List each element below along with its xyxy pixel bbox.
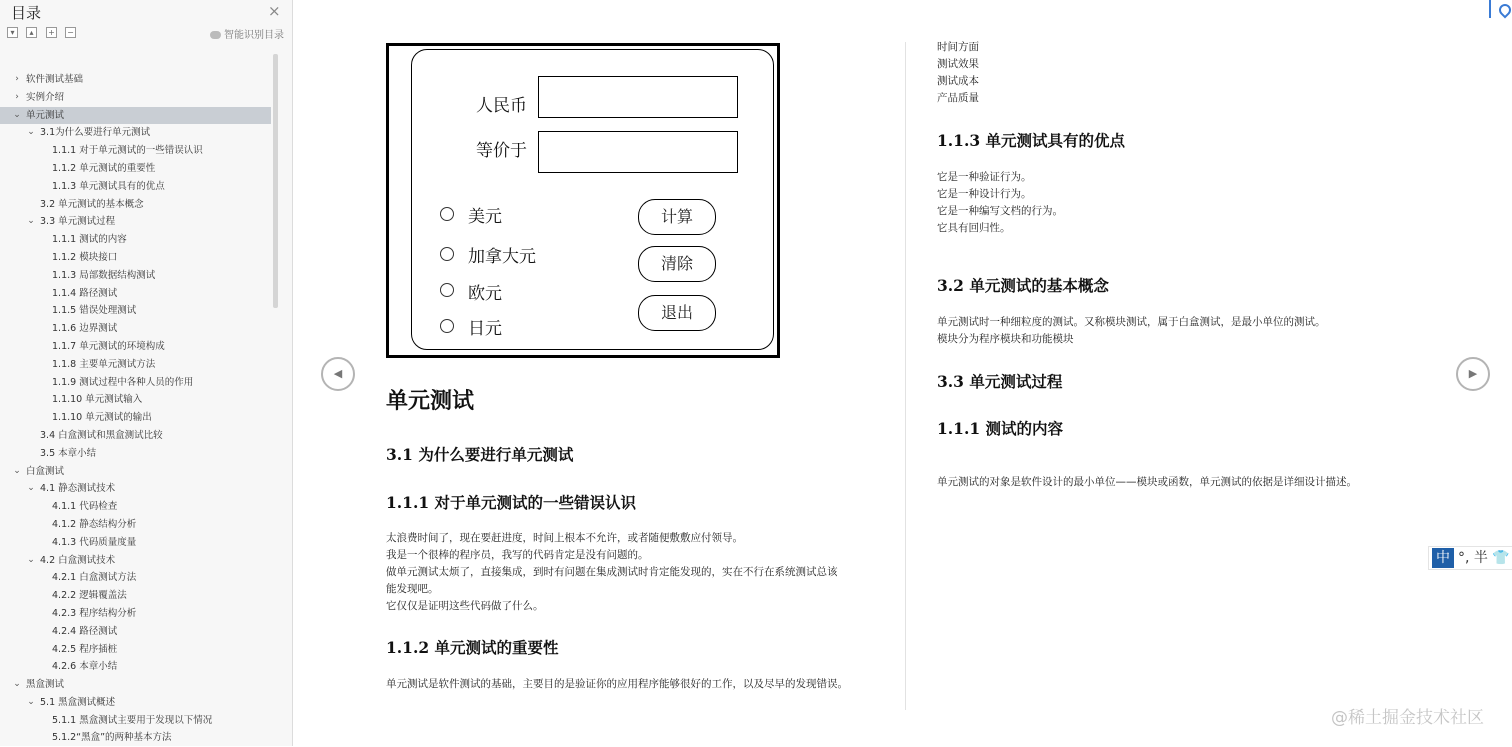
heading-unit-test: 单元测试 [386, 388, 475, 414]
toc-title: 目录 [11, 4, 42, 22]
chevron-down-icon[interactable]: ⌄ [27, 127, 35, 138]
toc-item-label: 4.1.2 静态结构分析 [52, 518, 137, 530]
text-line: 做单元测试太烦了，直接集成，到时有问题在集成测试时肯定能发现的，实在不行在系统测试总该 [386, 566, 838, 578]
toc-item[interactable] [0, 338, 271, 356]
toc-item[interactable] [0, 587, 271, 605]
toc-item[interactable] [0, 285, 271, 303]
list-item: 测试效果 [937, 58, 979, 70]
toc-item-label: 1.1.6 边界测试 [52, 323, 118, 335]
toc-item[interactable] [0, 124, 271, 142]
toc-item-label: 4.2.5 程序插桩 [52, 643, 118, 655]
prev-page-button[interactable]: ◀ [321, 357, 355, 391]
calc-button: 计算 [638, 199, 716, 235]
list-item: 测试成本 [937, 75, 979, 87]
toc-item[interactable] [0, 178, 271, 196]
rmb-label: 人民币 [476, 96, 527, 116]
heading-1-1-1b: 1.1.1 测试的内容 [937, 419, 1064, 438]
toc-item-label: 4.1.1 代码检查 [52, 501, 118, 513]
radio-cad-label: 加拿大元 [468, 247, 536, 267]
radio-jpy [440, 319, 454, 333]
toc-item-label: 3.5 本章小结 [40, 447, 97, 459]
toc-item-label: 1.1.3 局部数据结构测试 [52, 269, 156, 281]
remove-icon[interactable]: − [65, 27, 76, 38]
heading-1-1-3: 1.1.3 单元测试具有的优点 [937, 131, 1126, 150]
toc-item[interactable] [0, 320, 271, 338]
expand-all-icon[interactable]: ▴ [26, 27, 37, 38]
text-line: 模块分为程序模块和功能模块 [937, 333, 1074, 345]
converter-form [411, 49, 774, 350]
toc-item[interactable] [0, 463, 271, 481]
text-line: 它仅仅是证明这些代码做了什么。 [386, 600, 544, 612]
radio-eur [440, 283, 454, 297]
rmb-field [538, 76, 738, 118]
toc-sidebar [0, 0, 293, 746]
toc-item[interactable] [0, 302, 271, 320]
toc-item-label: 1.1.10 单元测试的输出 [52, 412, 152, 424]
toc-item-label: 1.1.8 主要单元测试方法 [52, 358, 156, 370]
toc-item-label: 5.1.2“黑盒”的两种基本方法 [52, 732, 172, 744]
radio-eur-label: 欧元 [468, 284, 502, 304]
text-line: 太浪费时间了，现在要赶进度，时间上根本不允许，或者随便敷敷应付领导。 [386, 532, 743, 544]
toc-item[interactable] [0, 658, 271, 676]
toc-item-label: 3.1为什么要进行单元测试 [40, 127, 151, 139]
heading-3-2: 3.2 单元测试的基本概念 [937, 276, 1109, 295]
equal-label: 等价于 [476, 141, 527, 161]
smart-toc-label: 智能识别目录 [224, 30, 284, 41]
toc-item-label: 1.1.5 错误处理测试 [52, 305, 137, 317]
toc-item-label: 白盒测试 [26, 465, 65, 477]
toc-item[interactable] [0, 142, 271, 160]
toc-item[interactable] [0, 552, 271, 570]
toc-item[interactable] [0, 71, 271, 89]
exit-button: 退出 [638, 295, 716, 331]
heading-3-3: 3.3 单元测试过程 [937, 372, 1063, 391]
toc-item-label: 4.2 白盒测试技术 [40, 554, 116, 566]
toc-item-label: 4.1.3 代码质量度量 [52, 536, 137, 548]
toc-item-label: 软件测试基础 [26, 74, 84, 85]
list-item: 产品质量 [937, 92, 979, 104]
ime-mode[interactable]: 中 [1432, 548, 1454, 568]
toc-item-label: 4.2.2 逻辑覆盖法 [52, 590, 127, 602]
toc-item[interactable] [0, 480, 271, 498]
heading-3-1: 3.1 为什么要进行单元测试 [386, 445, 574, 464]
ime-toolbar[interactable] [1428, 546, 1512, 570]
toc-item-label: 1.1.4 路径测试 [52, 287, 118, 299]
importance-paragraph: 单元测试是软件测试的基础，主要目的是验证你的应用程序能够很好的工作，以及尽早的发现错误。 [386, 678, 848, 690]
toc-item[interactable] [0, 107, 271, 125]
toc-item[interactable] [0, 427, 271, 445]
toc-item-label: 1.1.2 单元测试的重要性 [52, 162, 156, 174]
toc-item-label: 4.1 静态测试技术 [40, 483, 116, 495]
toc-item[interactable] [0, 498, 271, 516]
toc-item[interactable] [0, 374, 271, 392]
chevron-right-icon[interactable]: › [15, 74, 19, 84]
radio-usd [440, 207, 454, 221]
toc-item[interactable] [0, 391, 271, 409]
smart-toc-button[interactable] [210, 26, 284, 41]
toc-item[interactable] [0, 569, 271, 587]
text-line: 它是一种编写文档的行为。 [937, 205, 1063, 217]
chevron-down-icon[interactable]: ⌄ [13, 109, 21, 120]
toc-list [0, 71, 271, 747]
aspects-list [937, 39, 979, 107]
radio-jpy-label: 日元 [468, 319, 502, 339]
toc-item-label: 4.2.4 路径测试 [52, 625, 118, 637]
add-icon[interactable]: + [46, 27, 57, 38]
toc-item[interactable] [0, 676, 271, 694]
toc-item[interactable] [0, 89, 271, 107]
toc-item-label: 4.2.6 本章小结 [52, 661, 118, 673]
converter-figure [386, 43, 780, 358]
watermark: @稀土掘金技术社区 [1331, 708, 1484, 728]
page-divider [905, 42, 906, 710]
smart-icon [210, 31, 221, 39]
collapse-all-icon[interactable]: ▾ [7, 27, 18, 38]
chevron-down-icon[interactable]: ⌄ [27, 554, 35, 565]
toc-item-label: 3.4 白盒测试和黑盒测试比较 [40, 429, 163, 441]
text-line: 它具有回归性。 [937, 222, 1011, 234]
toc-item-label: 1.1.1 对于单元测试的一些错误认识 [52, 145, 203, 157]
toc-item-label: 单元测试 [26, 109, 65, 121]
radio-usd-label: 美元 [468, 207, 502, 227]
toc-item[interactable] [0, 231, 271, 249]
toc-item-label: 1.1.2 模块接口 [52, 251, 118, 263]
toc-item-label: 实例介绍 [26, 91, 65, 103]
toc-item[interactable] [0, 641, 271, 659]
toc-item[interactable] [0, 605, 271, 623]
toc-item[interactable] [0, 213, 271, 231]
close-icon[interactable]: × [268, 2, 281, 20]
toc-item-label: 4.2.1 白盒测试方法 [52, 572, 137, 584]
chevron-down-icon[interactable]: ⌄ [27, 483, 35, 494]
toc-item[interactable] [0, 694, 271, 712]
text-line: 单元测试时一种细粒度的测试。又称模块测试，属于白盒测试，是最小单位的测试。 [937, 316, 1326, 328]
toc-item[interactable] [0, 267, 271, 285]
toc-item-label: 1.1.10 单元测试输入 [52, 394, 143, 406]
list-item: 时间方面 [937, 41, 979, 53]
text-line: 我是一个很棒的程序员，我写的代码肯定是没有问题的。 [386, 549, 649, 561]
toc-scrollbar[interactable] [273, 54, 278, 308]
chevron-down-icon[interactable]: ⌄ [27, 216, 35, 227]
toc-item[interactable] [0, 160, 271, 178]
toc-item-label: 黑盒测试 [26, 679, 65, 691]
chevron-down-icon[interactable]: ⌄ [13, 679, 21, 690]
equal-field [538, 131, 738, 173]
location-pin-icon[interactable] [1489, 0, 1512, 18]
toc-item[interactable] [0, 729, 271, 747]
toc-item[interactable] [0, 409, 271, 427]
toc-item[interactable] [0, 712, 271, 730]
toc-item-label: 4.2.3 程序结构分析 [52, 607, 137, 619]
toc-item[interactable] [0, 249, 271, 267]
toc-item-label: 3.3 单元测试过程 [40, 216, 116, 228]
content-paragraph: 单元测试的对象是软件设计的最小单位——模块或函数，单元测试的依据是详细设计描述。 [937, 476, 1357, 488]
toc-item-label: 1.1.3 单元测试具有的优点 [52, 180, 165, 192]
toc-item[interactable] [0, 534, 271, 552]
concept-paragraph [937, 314, 1326, 348]
text-line: 它是一种验证行为。 [937, 171, 1032, 183]
toc-item[interactable] [0, 445, 271, 463]
chevron-down-icon[interactable]: ⌄ [13, 465, 21, 476]
toc-item[interactable] [0, 196, 271, 214]
heading-1-1-2: 1.1.2 单元测试的重要性 [386, 638, 559, 657]
text-line: 它是一种设计行为。 [937, 188, 1032, 200]
toc-item-label: 5.1.1 黑盒测试主要用于发现以下情况 [52, 714, 213, 726]
toc-item[interactable] [0, 516, 271, 534]
clear-button: 清除 [638, 246, 716, 282]
text-line: 能发现吧。 [386, 583, 439, 595]
chevron-down-icon[interactable]: ⌄ [27, 696, 35, 707]
toc-item-label: 1.1.7 单元测试的环境构成 [52, 340, 165, 352]
toc-item-label: 1.1.1 测试的内容 [52, 234, 127, 246]
toc-item-label: 3.2 单元测试的基本概念 [40, 198, 144, 210]
advantages-paragraph [937, 169, 1063, 237]
toc-item-label: 1.1.9 测试过程中各种人员的作用 [52, 376, 194, 388]
misconceptions-paragraph [386, 530, 838, 615]
next-page-button[interactable]: ▶ [1456, 357, 1490, 391]
toc-item-label: 5.1 黑盒测试概述 [40, 696, 116, 708]
radio-cad [440, 247, 454, 261]
ime-status: °, 半 👕 [1458, 550, 1510, 566]
heading-1-1-1: 1.1.1 对于单元测试的一些错误认识 [386, 493, 637, 512]
toc-item[interactable] [0, 623, 271, 641]
toc-item[interactable] [0, 356, 271, 374]
chevron-right-icon[interactable]: › [15, 91, 19, 102]
